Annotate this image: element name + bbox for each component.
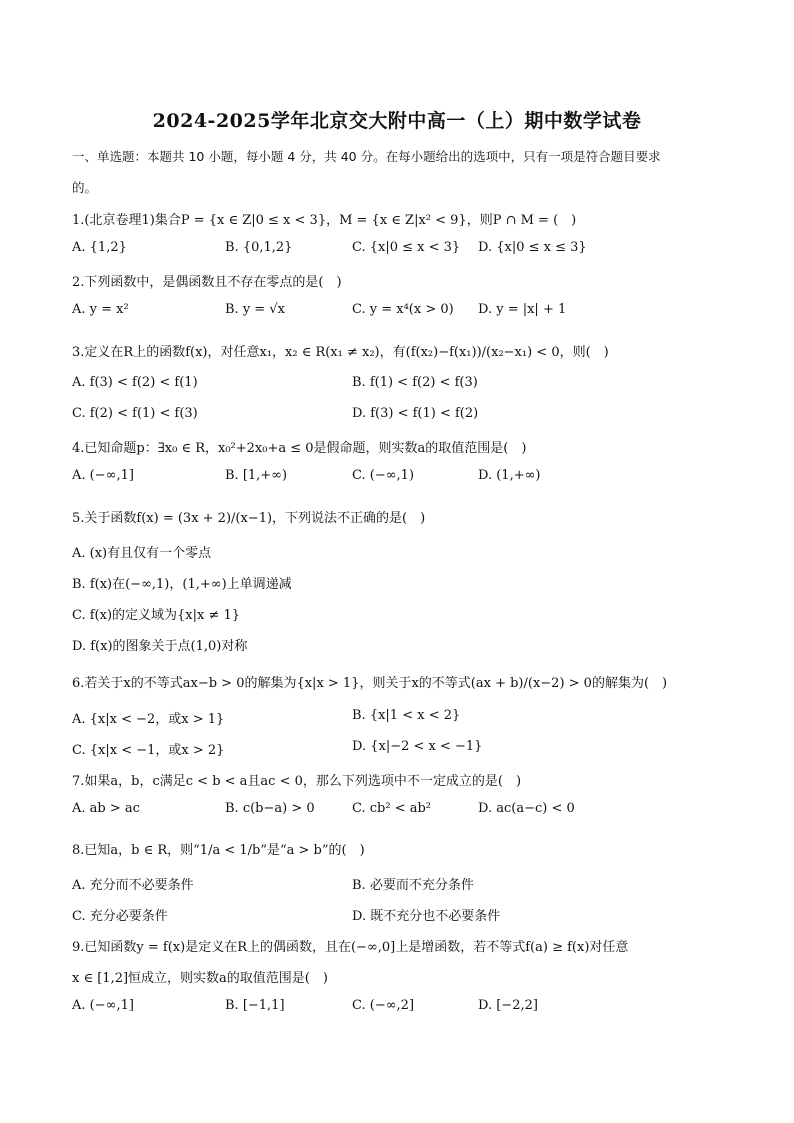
q4-option-b: B. [1,+∞)	[225, 468, 288, 483]
question-6-stem: 6.若关于x的不等式ax−b > 0的解集为{x|x > 1}，则关于x的不等式(ax + b)/(x−2) > 0的解集为( )	[72, 676, 668, 691]
question-9-stem-continued: x ∈ [1,2]恒成立，则实数a的取值范围是( )	[72, 971, 328, 986]
q5-option-a: A. (x)有且仅有一个零点	[72, 546, 212, 561]
question-4-stem: 4.已知命题p：∃x₀ ∈ R，x₀²+2x₀+a ≤ 0是假命题，则实数a的取值范围是( )	[72, 441, 527, 456]
question-8-stem: 8.已知a，b ∈ R，则“1/a < 1/b”是“a > b”的( )	[72, 843, 365, 858]
q5-option-c: C. f(x)的定义域为{x|x ≠ 1}	[72, 608, 241, 623]
question-5-stem: 5.关于函数f(x) = (3x + 2)/(x−1)，下列说法不正确的是( )	[72, 511, 426, 526]
q9-option-b: B. [−1,1]	[225, 998, 285, 1013]
section-instruction-line1: 一、单选题：本题共 10 小题，每小题 4 分，共 40 分。在每小题给出的选项中，只有一项是符合题目要求	[72, 149, 661, 164]
q7-option-a: A. ab > ac	[72, 801, 140, 816]
q5-option-b: B. f(x)在(−∞,1)，(1,+∞)上单调递减	[72, 577, 292, 592]
q3-option-b: B. f(1) < f(2) < f(3)	[352, 375, 478, 390]
q4-option-c: C. (−∞,1)	[352, 468, 415, 483]
q6-option-b: B. {x|1 < x < 2}	[352, 708, 461, 723]
q3-option-a: A. f(3) < f(2) < f(1)	[72, 375, 198, 390]
question-1-stem: 1.(北京卷理1)集合P = {x ∈ Z|0 ≤ x < 3}，M = {x ∈ Z|x² < 9}，则P ∩ M = ( )	[72, 213, 577, 228]
q2-option-d: D. y = |x| + 1	[478, 302, 567, 317]
q7-option-d: D. ac(a−c) < 0	[478, 801, 575, 816]
question-7-stem: 7.如果a，b，c满足c < b < a且ac < 0，那么下列选项中不一定成立的是( )	[72, 774, 522, 789]
q1-option-b: B. {0,1,2}	[225, 240, 293, 255]
q7-option-c: C. cb² < ab²	[352, 801, 432, 816]
q1-option-d: D. {x|0 ≤ x ≤ 3}	[478, 240, 587, 255]
q4-option-d: D. (1,+∞)	[478, 468, 541, 483]
q2-option-a: A. y = x²	[72, 302, 129, 317]
section-instruction-line2: 的。	[72, 180, 98, 195]
q6-option-a: A. {x|x < −2，或x > 1}	[72, 712, 225, 727]
q6-option-d: D. {x|−2 < x < −1}	[352, 739, 483, 754]
q5-option-d: D. f(x)的图象关于点(1,0)对称	[72, 639, 248, 654]
q8-option-c: C. 充分必要条件	[72, 909, 168, 924]
question-2-stem: 2.下列函数中，是偶函数且不存在零点的是( )	[72, 275, 342, 290]
q1-option-c: C. {x|0 ≤ x < 3}	[352, 240, 461, 255]
q2-option-c: C. y = x⁴(x > 0)	[352, 302, 454, 317]
question-3-stem: 3.定义在R上的函数f(x)，对任意x₁，x₂ ∈ R(x₁ ≠ x₂)，有(f(x₂)−f(x₁))/(x₂−x₁) < 0，则( )	[72, 345, 609, 360]
q1-option-a: A. {1,2}	[72, 240, 127, 255]
page-title: 2024-2025学年北京交大附中高一（上）期中数学试卷	[152, 110, 642, 132]
q9-option-d: D. [−2,2]	[478, 998, 538, 1013]
q2-option-b: B. y = √x	[225, 302, 285, 317]
q9-option-c: C. (−∞,2]	[352, 998, 415, 1013]
q3-option-c: C. f(2) < f(1) < f(3)	[72, 406, 198, 421]
q8-option-d: D. 既不充分也不必要条件	[352, 909, 501, 924]
question-9-stem: 9.已知函数y = f(x)是定义在R上的偶函数，且在(−∞,0]上是增函数，若不等式f(a) ≥ f(x)对任意	[72, 940, 629, 955]
q3-option-d: D. f(3) < f(1) < f(2)	[352, 406, 479, 421]
q9-option-a: A. (−∞,1]	[72, 998, 134, 1013]
q7-option-b: B. c(b−a) > 0	[225, 801, 315, 816]
q4-option-a: A. (−∞,1]	[72, 468, 134, 483]
q8-option-a: A. 充分而不必要条件	[72, 878, 194, 893]
q6-option-c: C. {x|x < −1，或x > 2}	[72, 743, 225, 758]
q8-option-b: B. 必要而不充分条件	[352, 878, 474, 893]
